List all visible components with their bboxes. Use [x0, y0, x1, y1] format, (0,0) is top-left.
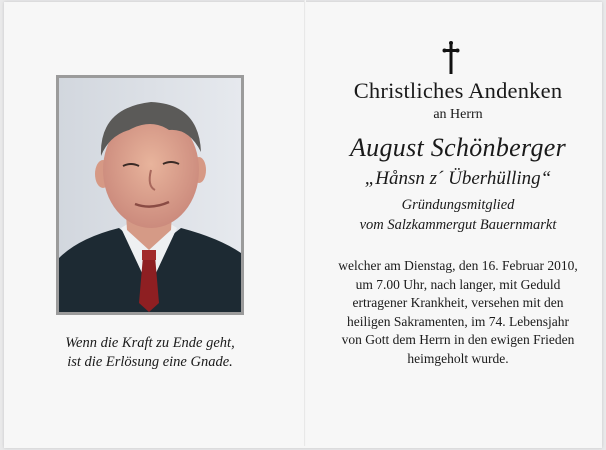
- quote-line-1: Wenn die Kraft zu Ende geht,: [65, 335, 235, 351]
- obituary-line-6: heimgeholt wurde.: [407, 350, 509, 366]
- nickname: „Hånsn z´ Überhülling“: [364, 168, 552, 189]
- role-line-2: vom Salzkammergut Bauernmarkt: [359, 217, 557, 233]
- quote: [30, 334, 270, 372]
- obituary-line-4: heiligen Sakramenten, im 74. Lebensjahr: [347, 313, 569, 329]
- cross-icon: [442, 40, 460, 76]
- obituary-line-5: von Gott dem Herrn in den ewigen Frieden: [341, 332, 575, 347]
- role-line-1: Gründungsmitglied: [401, 197, 515, 213]
- role: [320, 195, 596, 235]
- card-subtitle: an Herrn: [433, 107, 483, 122]
- obituary-line-2: um 7.00 Uhr, nach langer, mit Geduld: [355, 276, 561, 292]
- obituary-line-1: welcher am Dienstag, den 16. Februar 2010,: [338, 258, 578, 273]
- card-fold: [304, 0, 306, 446]
- obituary-line-3: ertragener Krankheit, versehen mit den: [352, 295, 564, 310]
- obituary-text: [318, 257, 598, 368]
- portrait-photo: [56, 75, 244, 315]
- quote-line-2: ist die Erlösung eine Gnade.: [67, 354, 233, 370]
- deceased-name: August Schönberger: [349, 133, 566, 162]
- card-title: Christliches Andenken: [353, 78, 563, 103]
